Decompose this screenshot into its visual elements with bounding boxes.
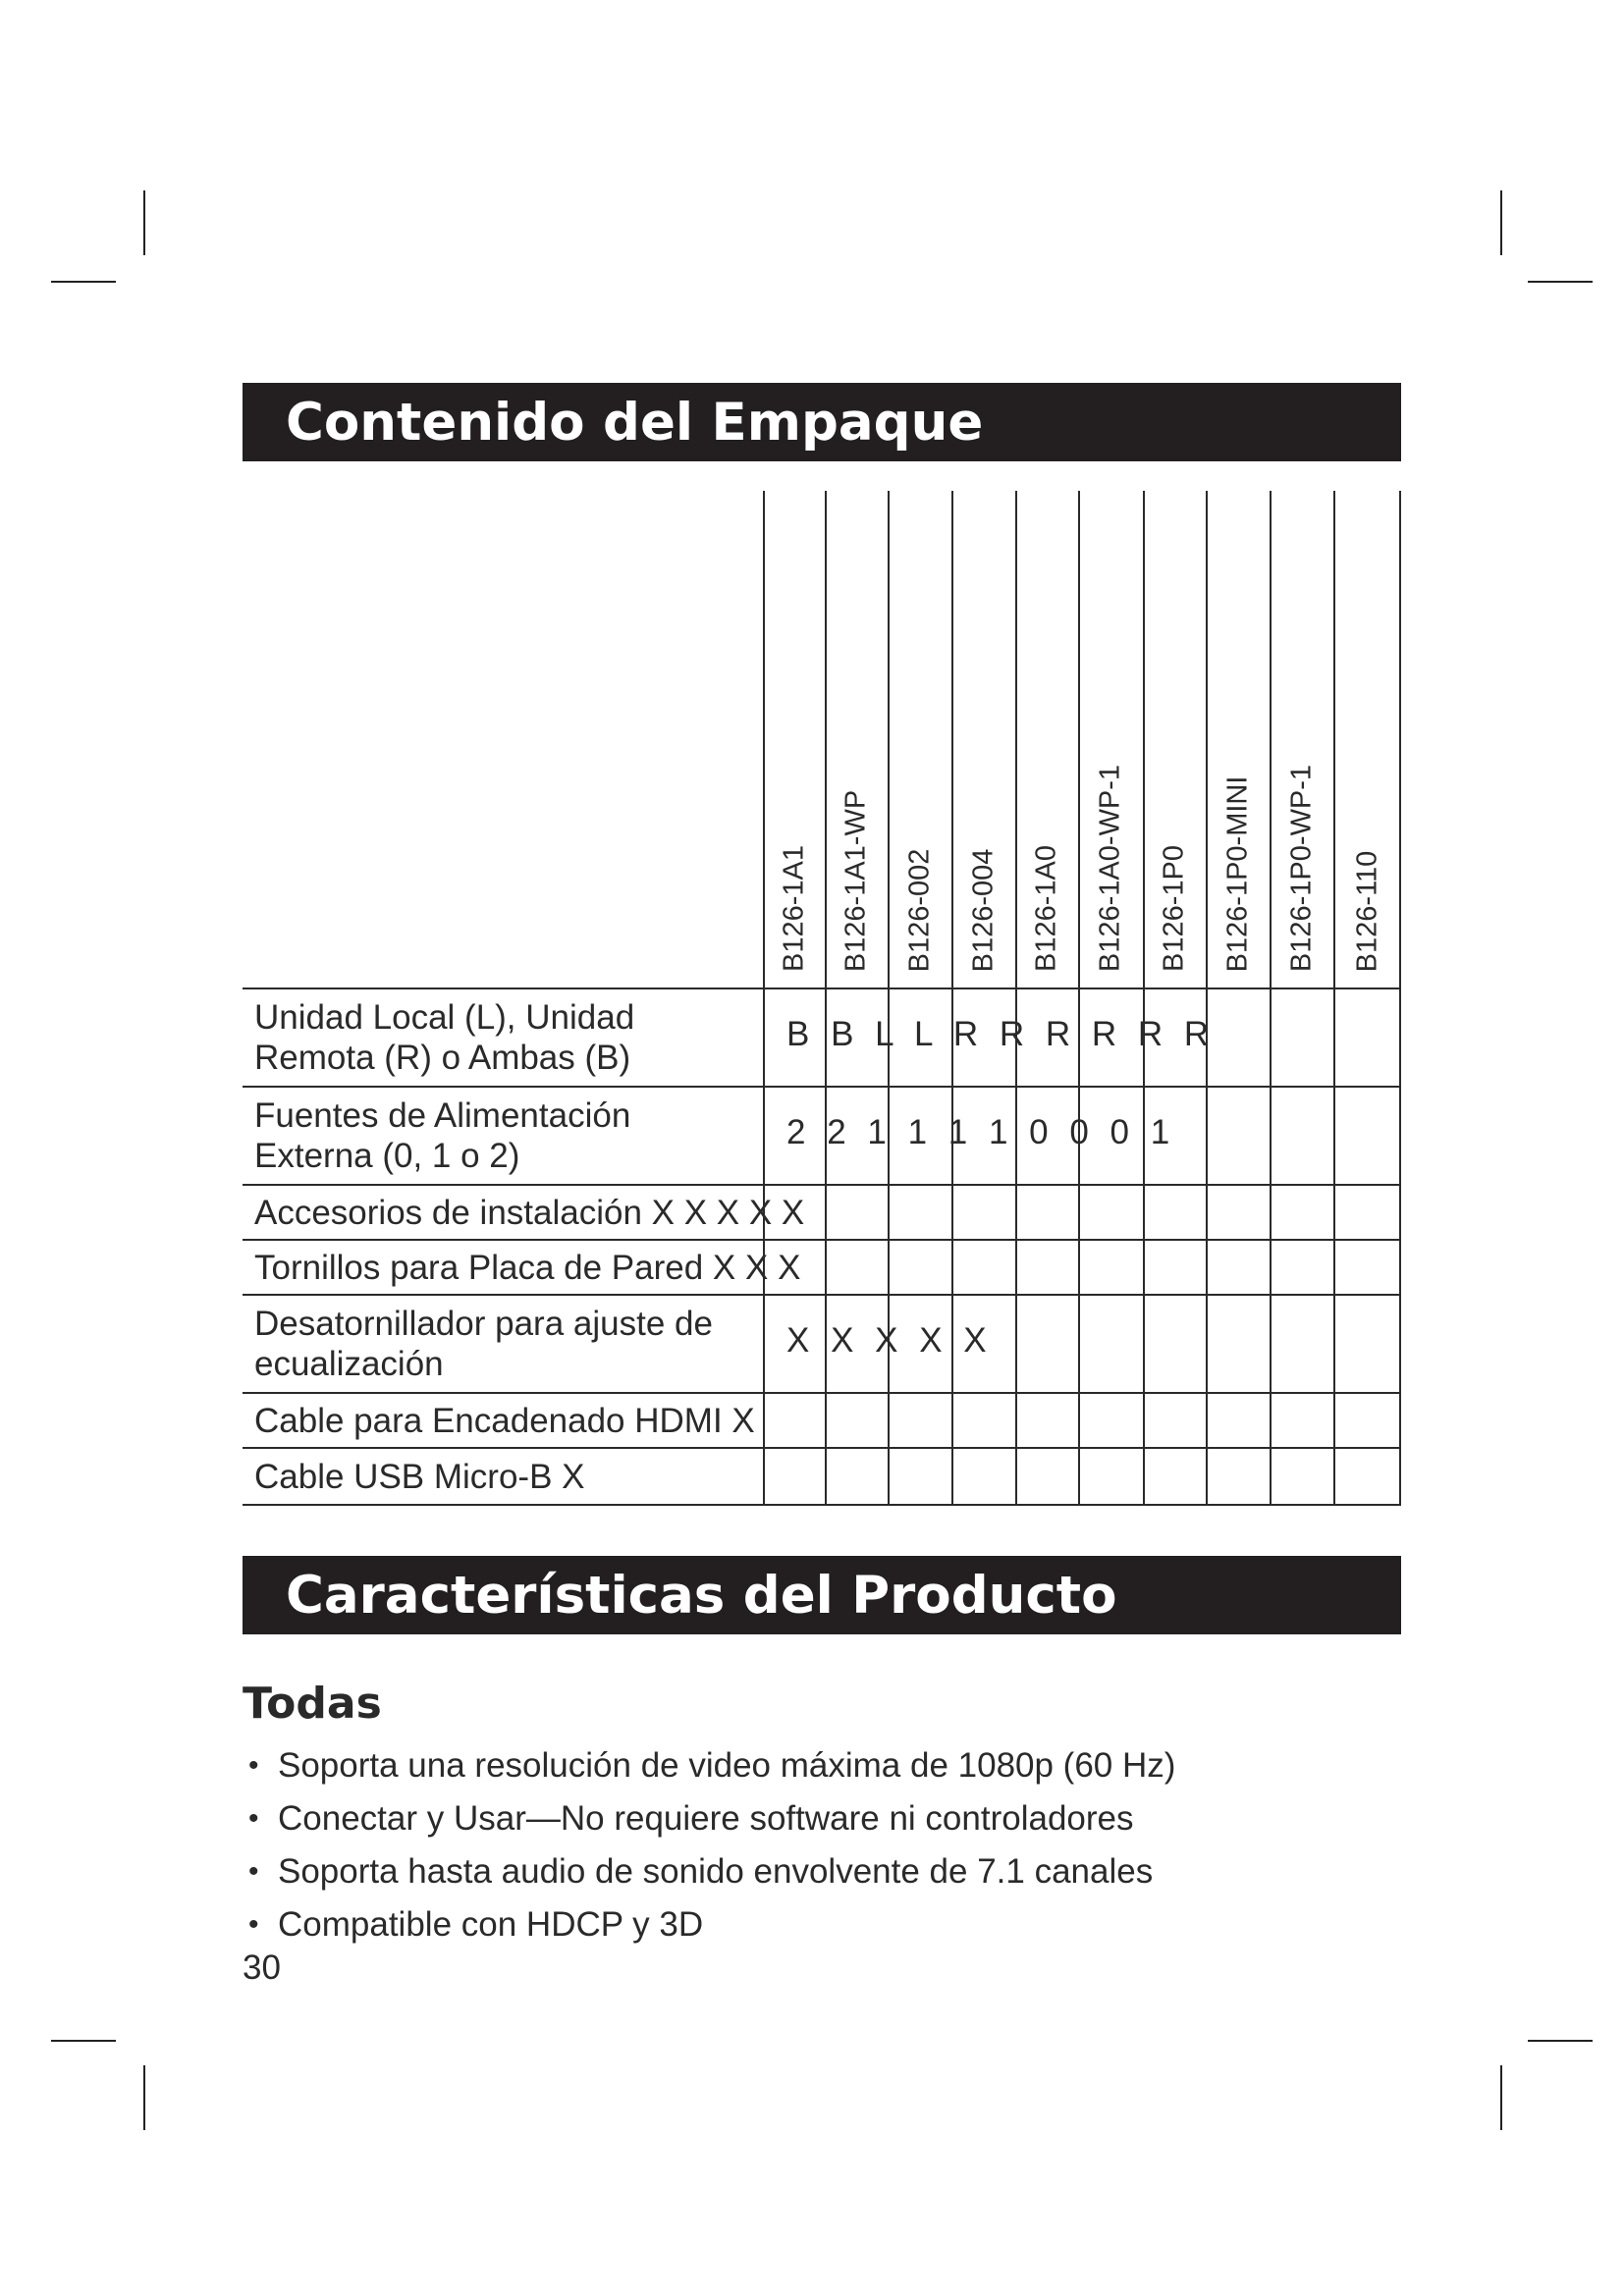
model-name: B126-002	[903, 848, 935, 972]
model-name: B126-1A1-WP	[839, 789, 872, 973]
model-name: B126-1A0	[1030, 845, 1062, 972]
table-row-label	[254, 1401, 755, 1441]
section-title: Contenido del Empaque	[286, 393, 984, 453]
section-header-features	[243, 1556, 1401, 1634]
bullet-icon: •	[248, 1855, 259, 1888]
table-row-label	[254, 1095, 630, 1176]
row-label-line: Cable para Encadenado HDMI X	[254, 1401, 755, 1440]
model-header	[1015, 491, 1078, 988]
table-row-label	[254, 997, 634, 1078]
row-label-line: Externa (0, 1 o 2)	[254, 1137, 520, 1175]
table-row-label	[254, 1193, 804, 1233]
crop-mark	[1500, 190, 1502, 255]
table-row-divider	[243, 1504, 1401, 1506]
model-name: B126-004	[967, 848, 999, 972]
feature-text: Soporta hasta audio de sonido envolvente de 7.1 canales	[278, 1852, 1154, 1891]
table-row-divider	[243, 1239, 1401, 1241]
row-label-line: Unidad Local (L), Unidad	[254, 998, 635, 1037]
model-name: B126-1A0-WP-1	[1094, 764, 1126, 973]
table-row-values: 2 2 1 1 1 1 0 0 0 1	[786, 1113, 1176, 1151]
model-header	[1206, 491, 1270, 988]
bullet-icon: •	[248, 1802, 259, 1835]
model-header	[763, 491, 825, 988]
features-list	[243, 1739, 1175, 1951]
crop-mark	[51, 281, 116, 283]
crop-mark	[143, 190, 145, 255]
features-subheading: Todas	[243, 1679, 382, 1729]
table-row-label	[254, 1248, 800, 1288]
feature-item	[243, 1739, 1175, 1792]
model-name: B126-1P0-MINI	[1221, 775, 1253, 972]
model-header	[888, 491, 951, 988]
table-row-values: B B L L R R R R R R	[786, 1015, 1216, 1053]
feature-text: Compatible con HDCP y 3D	[278, 1905, 704, 1944]
table-row-divider	[243, 1294, 1401, 1296]
table-row-divider	[243, 1086, 1401, 1088]
feature-text: Conectar y Usar—No requiere software ni controladores	[278, 1799, 1134, 1838]
table-row-label	[254, 1304, 713, 1384]
model-name: B126-1P0-WP-1	[1285, 764, 1317, 973]
model-header	[951, 491, 1015, 988]
model-header	[1078, 491, 1143, 988]
model-header	[1270, 491, 1333, 988]
bullet-icon: •	[248, 1749, 259, 1782]
model-header	[1143, 491, 1206, 988]
crop-mark	[51, 2040, 116, 2042]
row-label-line: Remota (R) o Ambas (B)	[254, 1039, 631, 1077]
crop-mark	[143, 2065, 145, 2130]
crop-mark	[1528, 2040, 1593, 2042]
row-label-line: Desatornillador para ajuste de	[254, 1305, 713, 1343]
row-label-line: Cable USB Micro-B X	[254, 1457, 585, 1496]
crop-mark	[1500, 2065, 1502, 2130]
row-label-line: Fuentes de Alimentación	[254, 1096, 631, 1135]
row-label-line: ecualización	[254, 1345, 444, 1383]
section-title: Características del Producto	[286, 1566, 1117, 1626]
feature-item	[243, 1792, 1175, 1845]
table-row-divider	[243, 1447, 1401, 1449]
model-name: B126-110	[1351, 850, 1382, 972]
page-number: 30	[243, 1949, 281, 1987]
model-name: B126-1A1	[778, 845, 809, 972]
model-header	[825, 491, 888, 988]
model-header	[1333, 491, 1401, 988]
feature-text: Soporta una resolución de video máxima de 1080p (60 Hz)	[278, 1746, 1176, 1785]
table-row-label	[254, 1457, 584, 1497]
bullet-icon: •	[248, 1908, 259, 1941]
section-header-contents	[243, 383, 1401, 461]
feature-item	[243, 1898, 1175, 1951]
package-contents-table	[243, 491, 1401, 1510]
table-row-values: X X X X X	[786, 1321, 993, 1360]
crop-mark	[1528, 281, 1593, 283]
row-label-line: Tornillos para Placa de Pared X X X	[254, 1248, 801, 1287]
row-label-line: Accesorios de instalación X X X X X	[254, 1193, 805, 1232]
table-row-divider	[243, 1184, 1401, 1186]
table-row-divider	[243, 1392, 1401, 1394]
feature-item	[243, 1845, 1175, 1898]
model-name: B126-1P0	[1158, 845, 1190, 972]
table-row-divider	[243, 988, 1401, 989]
